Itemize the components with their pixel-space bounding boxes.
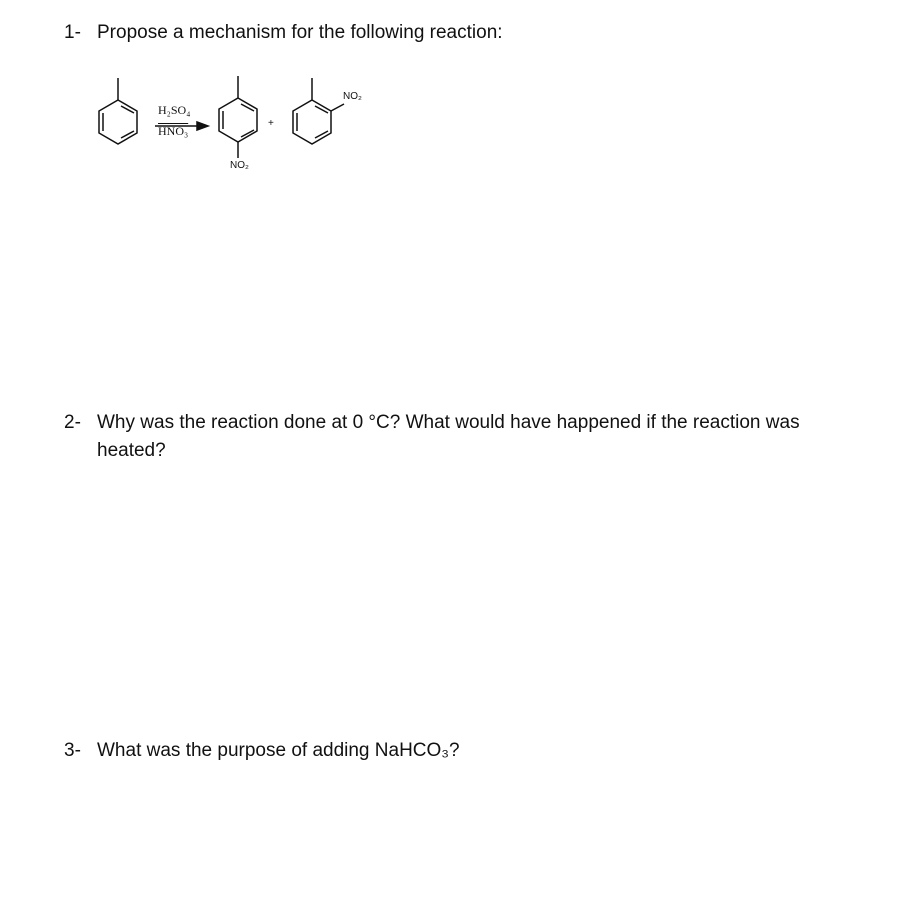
ortho-nitrotoluene-product [293,78,344,144]
question-text: Propose a mechanism for the following reaction: [97,22,503,43]
toluene-reactant [99,78,137,144]
question-number: 1- [64,22,81,43]
question-number: 3- [64,740,81,761]
ortho-no2-label: NO₂ [343,91,362,102]
question-text: What was the purpose of adding NaHCO₃? [97,740,460,761]
para-nitrotoluene-product [219,76,257,158]
reagent-top: H₂SO₄ [158,103,191,117]
question-text: Why was the reaction done at 0 °C? What would have happened if the reaction was heated? [97,412,800,461]
reagent-bottom: HNO₃ [158,124,189,138]
para-no2-label: NO₂ [230,160,249,171]
question-number: 2- [64,412,81,433]
plus-sign: + [268,118,274,129]
